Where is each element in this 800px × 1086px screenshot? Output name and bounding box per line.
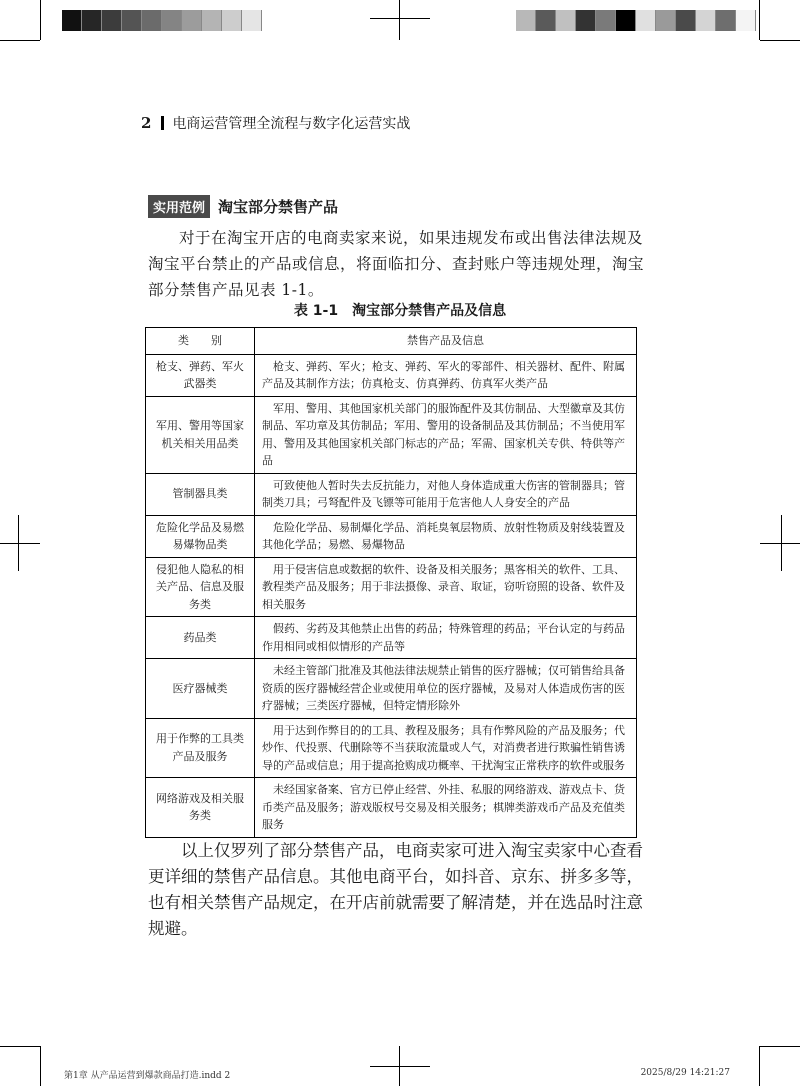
section-heading — [148, 195, 338, 218]
table-row — [146, 515, 637, 557]
example-tag: 实用范例 — [148, 195, 210, 218]
info-cell: 用于达到作弊目的的工具、教程及服务；具有作弊风险的产品及服务；代炒作、代投票、代删除等不当获取流量或人气，对消费者进行欺骗性销售诱导的产品或信息；用于提高抢购成功概率、干扰淘宝正常秩序的软件或服务 — [255, 718, 637, 778]
color-swatch — [676, 10, 696, 31]
category-cell: 用于作弊的工具类产品及服务 — [146, 718, 255, 778]
registration-mark — [760, 543, 800, 544]
color-swatch — [616, 10, 636, 31]
crop-mark — [759, 0, 760, 40]
table-row — [146, 396, 637, 473]
category-cell: 枪支、弹药、军火武器类 — [146, 354, 255, 396]
category-cell: 医疗器械类 — [146, 659, 255, 719]
info-cell: 未经主管部门批准及其他法律法规禁止销售的医疗器械；仅可销售给具备资质的医疗器械经营企业或使用单位的医疗器械，及易对人体造成伤害的医疗器械；三类医疗器械，但特定情形除外 — [255, 659, 637, 719]
color-swatch — [696, 10, 716, 31]
crop-mark — [760, 1046, 800, 1047]
color-swatch — [636, 10, 656, 31]
footer-file-name: 第1章 从产品运营到爆款商品打造.indd 2 — [64, 1071, 231, 1081]
category-cell: 军用、警用等国家机关相关用品类 — [146, 396, 255, 473]
color-swatch — [576, 10, 596, 31]
section-title: 淘宝部分禁售产品 — [218, 198, 339, 216]
color-swatch — [716, 10, 736, 31]
color-swatch — [122, 10, 142, 31]
info-cell: 军用、警用、其他国家机关部门的服饰配件及其仿制品、大型徽章及其仿制品、军功章及其仿制品；军用、警用的设备制品及其仿制品；不当使用军用、警用及其他国家机关部门标志的产品；军需、国家机关专供、特供等产品 — [255, 396, 637, 473]
registration-mark — [18, 515, 19, 571]
header-divider — [161, 116, 164, 130]
color-swatch — [82, 10, 102, 31]
info-cell: 未经国家备案、官方已停止经营、外挂、私服的网络游戏、游戏点卡、货币类产品及服务；游戏版权号交易及相关服务；棋牌类游戏币产品及充值类服务 — [255, 778, 637, 838]
book-title: 电商运营管理全流程与数字化运营实战 — [172, 116, 411, 132]
color-swatch — [142, 10, 162, 31]
table-row — [146, 718, 637, 778]
color-swatch — [596, 10, 616, 31]
color-swatch — [202, 10, 222, 31]
color-swatch — [162, 10, 182, 31]
info-cell: 用于侵害信息或数据的软件、设备及相关服务；黑客相关的软件、工具、教程类产品及服务；用于非法摄像、录音、取证，窃听窃照的设备、软件及相关服务 — [255, 557, 637, 617]
color-calibration-bar-right — [516, 10, 756, 31]
color-swatch — [656, 10, 676, 31]
crop-mark — [40, 1046, 41, 1086]
table-row — [146, 473, 637, 515]
registration-mark — [781, 515, 782, 571]
table-row — [146, 778, 637, 838]
crop-mark — [760, 40, 800, 41]
category-cell: 药品类 — [146, 617, 255, 659]
table-row — [146, 659, 637, 719]
color-swatch — [556, 10, 576, 31]
prohibited-products-table — [145, 327, 637, 838]
category-cell: 网络游戏及相关服务类 — [146, 778, 255, 838]
crop-mark — [759, 1046, 760, 1086]
info-cell: 假药、劣药及其他禁止出售的药品；特殊管理的药品；平台认定的与药品作用相同或相似情形的产品等 — [255, 617, 637, 659]
color-swatch — [536, 10, 556, 31]
table-header-row — [146, 328, 637, 355]
intro-paragraph: 对于在淘宝开店的电商卖家来说，如果违规发布或出售法律法规及淘宝平台禁止的产品或信息，将面临扣分、查封账户等违规处理，淘宝部分禁售产品见表 1-1。 — [148, 229, 645, 299]
table-row — [146, 557, 637, 617]
registration-mark — [399, 0, 400, 40]
registration-mark — [370, 1066, 430, 1067]
registration-mark — [0, 543, 40, 544]
color-swatch — [242, 10, 262, 31]
table-row — [146, 354, 637, 396]
header-category: 类 别 — [146, 328, 255, 355]
running-header — [141, 113, 410, 133]
info-cell: 可致使他人暂时失去反抗能力，对他人身体造成重大伤害的管制器具；管制类刀具；弓弩配件及飞镖等可能用于危害他人人身安全的产品 — [255, 473, 637, 515]
info-cell: 危险化学品、易制爆化学品、消耗臭氧层物质、放射性物质及射线装置及其他化学品；易燃、易爆物品 — [255, 515, 637, 557]
closing-paragraph: 以上仅罗列了部分禁售产品，电商卖家可进入淘宝卖家中心查看更详细的禁售产品信息。其他电商平台，如抖音、京东、拼多多等，也有相关禁售产品规定，在开店前就需要了解清楚，并在选品时注意规避。 — [148, 841, 643, 938]
crop-mark — [0, 1046, 40, 1047]
category-cell: 危险化学品及易燃易爆物品类 — [146, 515, 255, 557]
crop-mark — [0, 40, 40, 41]
header-info: 禁售产品及信息 — [255, 328, 637, 355]
registration-mark — [370, 18, 430, 19]
color-swatch — [222, 10, 242, 31]
category-cell: 侵犯他人隐私的相关产品、信息及服务类 — [146, 557, 255, 617]
category-cell: 管制器具类 — [146, 473, 255, 515]
page-number: 2 — [141, 114, 152, 132]
table-row — [146, 617, 637, 659]
color-swatch — [516, 10, 536, 31]
crop-mark — [40, 0, 41, 40]
color-calibration-bar-left — [62, 10, 262, 31]
color-swatch — [182, 10, 202, 31]
color-swatch — [62, 10, 82, 31]
info-cell: 枪支、弹药、军火；枪支、弹药、军火的零部件、相关器材、配件、附属产品及其制作方法；仿真枪支、仿真弹药、仿真军火类产品 — [255, 354, 637, 396]
color-swatch — [736, 10, 756, 31]
table-caption: 表 1-1 淘宝部分禁售产品及信息 — [293, 303, 507, 319]
color-swatch — [102, 10, 122, 31]
footer-timestamp: 2025/8/29 14:21:27 — [640, 1068, 730, 1078]
